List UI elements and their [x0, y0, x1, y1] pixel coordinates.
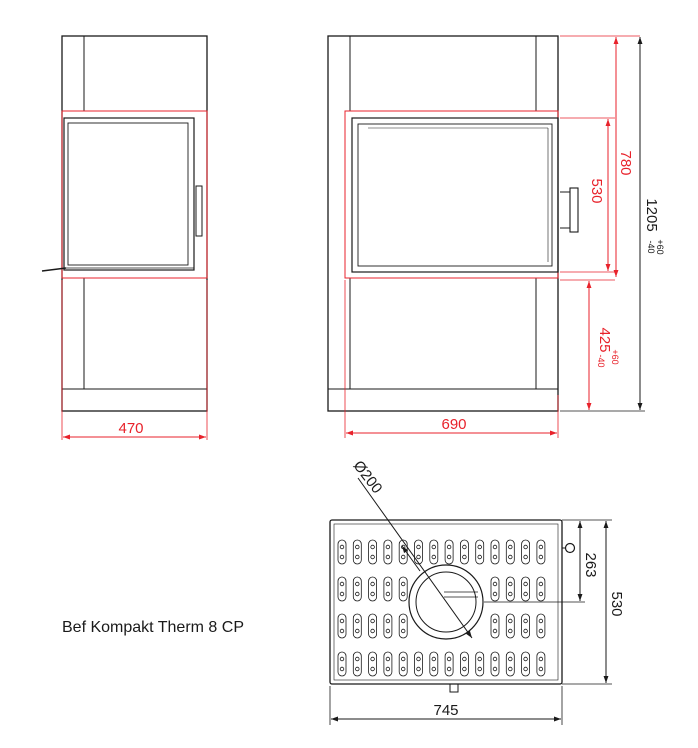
front-door-glass	[68, 123, 188, 265]
vent-hole	[340, 555, 344, 559]
vent-hole	[539, 592, 543, 596]
vent-hole	[493, 545, 497, 549]
vent-slot	[491, 652, 499, 676]
vent-hole	[509, 545, 513, 549]
side-door-handle	[570, 188, 578, 232]
vent-hole	[340, 619, 344, 623]
vent-slot	[506, 614, 514, 638]
front-latch-tab	[450, 684, 458, 692]
vent-hole	[340, 629, 344, 633]
vent-hole	[356, 619, 360, 623]
lower-height-tol-minus: -40	[596, 354, 606, 368]
vent-hole	[509, 592, 513, 596]
vent-slot	[537, 614, 545, 638]
vent-hole	[401, 629, 405, 633]
vent-slot	[460, 540, 468, 564]
vent-hole	[340, 582, 344, 586]
top-width-label: 745	[433, 702, 459, 719]
total-height-tol-plus: +60	[655, 239, 665, 255]
product-caption: Bef Kompakt Therm 8 CP	[62, 619, 244, 636]
vent-hole	[509, 629, 513, 633]
vent-hole	[524, 629, 528, 633]
door-height-label: 530	[588, 178, 605, 204]
vent-hole	[417, 545, 421, 549]
vent-hole	[371, 667, 375, 671]
vent-slot	[430, 540, 438, 564]
vent-hole	[417, 657, 421, 661]
vent-slot	[353, 577, 361, 601]
vent-hole	[539, 545, 543, 549]
vent-slot	[506, 540, 514, 564]
top-width-dimension	[330, 686, 562, 725]
vent-slot	[353, 540, 361, 564]
vent-slot	[430, 652, 438, 676]
lower-height-dimension	[560, 280, 645, 411]
vent-hole	[509, 619, 513, 623]
vent-hole	[524, 555, 528, 559]
vent-hole	[493, 657, 497, 661]
total-height-label: 1205	[643, 198, 660, 232]
vent-hole	[340, 545, 344, 549]
vent-hole	[539, 629, 543, 633]
vent-hole	[432, 555, 436, 559]
vent-hole	[371, 657, 375, 661]
vent-hole	[463, 545, 467, 549]
vent-hole	[447, 657, 451, 661]
vent-hole	[371, 582, 375, 586]
vent-slot	[415, 652, 423, 676]
vent-hole	[463, 657, 467, 661]
vent-hole	[417, 555, 421, 559]
vent-hole	[509, 657, 513, 661]
vent-slot	[476, 540, 484, 564]
vent-hole	[340, 667, 344, 671]
vent-hole	[356, 657, 360, 661]
vent-hole	[447, 667, 451, 671]
vent-hole	[493, 555, 497, 559]
vent-hole	[340, 592, 344, 596]
vent-hole	[417, 667, 421, 671]
vent-hole	[356, 555, 360, 559]
vent-hole	[463, 667, 467, 671]
vent-hole	[401, 582, 405, 586]
vent-hole	[524, 545, 528, 549]
vent-slot	[522, 577, 530, 601]
side-door-frame	[345, 111, 558, 278]
vent-slot	[338, 614, 346, 638]
vent-hole	[509, 582, 513, 586]
total-height-dimension	[640, 37, 665, 410]
vent-hole	[386, 619, 390, 623]
vent-hole	[386, 592, 390, 596]
vent-hole	[401, 555, 405, 559]
vent-hole	[356, 629, 360, 633]
vent-hole	[401, 657, 405, 661]
vent-slot	[445, 652, 453, 676]
flue-offset-dimension	[484, 520, 612, 602]
vent-hole	[432, 667, 436, 671]
vent-hole	[493, 629, 497, 633]
vent-slot	[353, 652, 361, 676]
vent-slot	[369, 540, 377, 564]
vent-hole	[401, 592, 405, 596]
vent-slot	[369, 577, 377, 601]
vent-hole	[539, 667, 543, 671]
top-depth-label: 530	[608, 591, 625, 617]
vent-hole	[509, 555, 513, 559]
vent-hole	[447, 555, 451, 559]
vent-slot	[338, 540, 346, 564]
flue-offset-label: 263	[582, 552, 599, 578]
vent-hole	[371, 592, 375, 596]
top-view	[330, 520, 575, 692]
vent-slot	[522, 614, 530, 638]
vent-hole	[493, 582, 497, 586]
vent-slot	[522, 540, 530, 564]
upper-height-dimension	[560, 36, 640, 277]
vent-hole	[524, 667, 528, 671]
vent-hole	[493, 667, 497, 671]
vent-slot	[384, 614, 392, 638]
vent-hole	[432, 657, 436, 661]
side-knob	[566, 544, 575, 553]
vent-slot	[491, 540, 499, 564]
vent-hole	[386, 582, 390, 586]
vent-slot	[369, 614, 377, 638]
vent-hole	[432, 545, 436, 549]
lower-height-tol-plus: +60	[610, 349, 620, 365]
flue-diameter-label: Ø200	[349, 457, 386, 497]
vent-hole	[356, 667, 360, 671]
vent-hole	[539, 555, 543, 559]
vent-hole	[340, 657, 344, 661]
vent-hole	[386, 657, 390, 661]
vent-slot	[491, 577, 499, 601]
vent-hole	[493, 619, 497, 623]
lower-height-label: 425	[596, 327, 613, 353]
vent-slot	[537, 540, 545, 564]
vent-hole	[478, 667, 482, 671]
vent-hole	[478, 657, 482, 661]
door-height-dimension	[560, 118, 615, 272]
vent-slot	[506, 652, 514, 676]
vent-slot	[415, 540, 423, 564]
vent-hole	[386, 545, 390, 549]
vent-hole	[478, 545, 482, 549]
vent-hole	[401, 667, 405, 671]
front-door	[64, 118, 194, 270]
vent-hole	[463, 555, 467, 559]
vent-hole	[356, 582, 360, 586]
vent-hole	[524, 619, 528, 623]
vent-hole	[478, 555, 482, 559]
vent-hole	[539, 657, 543, 661]
front-door-handle	[196, 186, 202, 236]
top-depth-dimension	[562, 521, 625, 684]
vent-hole	[356, 545, 360, 549]
vent-hole	[447, 545, 451, 549]
front-door-frame	[62, 111, 207, 278]
vent-hole	[386, 629, 390, 633]
front-width-label: 470	[118, 420, 144, 437]
vent-slot	[384, 577, 392, 601]
vent-slot	[476, 652, 484, 676]
vent-hole	[524, 657, 528, 661]
vent-hole	[386, 667, 390, 671]
vent-hole	[371, 629, 375, 633]
vent-slot	[384, 652, 392, 676]
vent-hole	[524, 592, 528, 596]
vent-hole	[401, 619, 405, 623]
side-body-outline	[328, 36, 558, 411]
front-view	[42, 36, 207, 411]
vent-slot	[491, 614, 499, 638]
vent-slot	[369, 652, 377, 676]
vent-hole	[539, 619, 543, 623]
vent-slot	[537, 652, 545, 676]
vent-slot	[399, 614, 407, 638]
vent-slot	[353, 614, 361, 638]
vent-slot	[338, 652, 346, 676]
vent-slot	[338, 577, 346, 601]
total-height-tol-minus: -40	[646, 240, 656, 254]
side-width-dimension	[345, 280, 558, 438]
vent-hole	[524, 582, 528, 586]
vent-slot	[445, 540, 453, 564]
vent-slot	[522, 652, 530, 676]
vent-slot	[399, 652, 407, 676]
upper-height-label: 780	[617, 150, 634, 176]
vent-hole	[371, 545, 375, 549]
vent-slot	[384, 540, 392, 564]
vent-slot	[537, 577, 545, 601]
side-view	[328, 36, 578, 411]
vent-hole	[539, 582, 543, 586]
vent-hole	[371, 555, 375, 559]
side-door	[352, 118, 558, 272]
side-door-glass	[358, 124, 552, 266]
vent-hole	[386, 555, 390, 559]
vent-hole	[356, 592, 360, 596]
side-width-label: 690	[441, 416, 467, 433]
vent-slot	[460, 652, 468, 676]
vent-hole	[493, 592, 497, 596]
vent-slot	[399, 577, 407, 601]
vent-slot	[506, 577, 514, 601]
vent-hole	[371, 619, 375, 623]
vent-hole	[509, 667, 513, 671]
